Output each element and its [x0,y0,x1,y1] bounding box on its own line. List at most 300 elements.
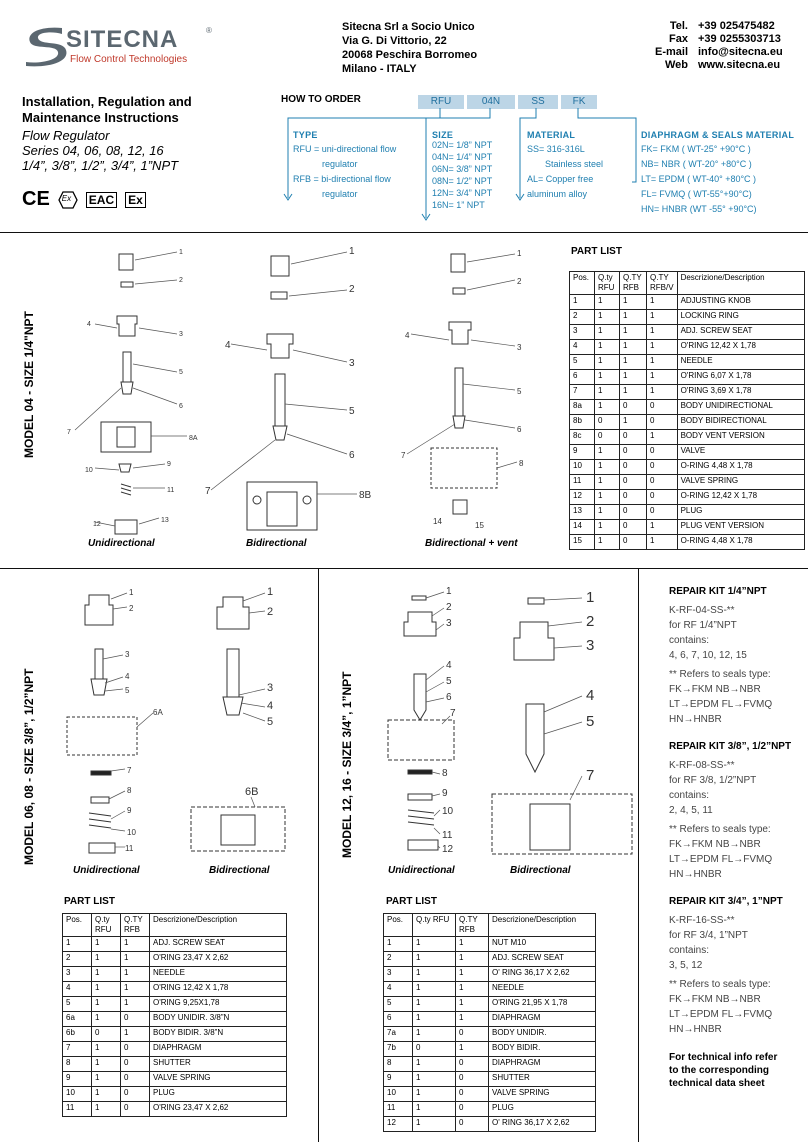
column-header: Descrizione/Description [150,914,287,937]
seals-heading: DIAPHRAGM & SEALS MATERIAL [641,130,795,140]
table-row [384,1042,596,1057]
caption-unidirectional: Unidirectional [388,865,455,876]
material-option: aluminum alloy [527,189,588,199]
table-cell: 6 [384,1012,413,1027]
repair-kit-line: LT→EPDM FL→FVMQ [669,699,773,710]
table-cell: 0 [647,445,678,460]
table-cell: 0 [456,1072,489,1087]
table-cell: 7 [570,385,595,400]
repair-kit-line: HN→HNBR [669,714,722,725]
table-row [384,1117,596,1132]
table-cell: 0 [647,505,678,520]
table-cell: 9 [63,1072,92,1087]
table-row [570,310,805,325]
callout-number: 5 [125,686,130,695]
table-cell: 1 [413,967,456,982]
callout-number: 1 [517,249,522,258]
callout-number: 2 [446,602,452,613]
table-row [570,370,805,385]
table-cell: NEEDLE [150,967,287,982]
table-cell: 0 [620,460,647,475]
table-cell: 1 [92,1042,121,1057]
column-divider [638,568,639,1142]
table-cell: PLUG VENT VERSION [677,520,804,535]
callout-number: 9 [442,788,448,799]
column-header: Q.TY RFB [620,272,647,295]
table-cell: 3 [384,967,413,982]
repair-kit-line: for RF 1/4”NPT [669,620,737,631]
column-header: Q.ty RFU [92,914,121,937]
table-cell: 1 [384,937,413,952]
table-cell: 1 [121,952,150,967]
table-row [570,325,805,340]
column-header: Descrizione/Description [677,272,804,295]
table-cell: 1 [456,967,489,982]
table-row [384,1102,596,1117]
table-cell: 0 [647,490,678,505]
callout-number: 2 [349,284,355,295]
web-value: www.sitecna.eu [698,59,781,71]
table-cell: 1 [92,937,121,952]
table-cell: O'RING 3,69 X 1,78 [677,385,804,400]
table-cell: 5 [384,997,413,1012]
table-cell: 0 [620,400,647,415]
table-cell: 6b [63,1027,92,1042]
callout-number: 1 [129,588,134,597]
table-cell: 1 [647,385,678,400]
table-cell: 11 [384,1102,413,1117]
table-cell: 0 [456,1102,489,1117]
brand-tagline: Flow Control Technologies [70,54,188,65]
repair-kit-line: contains: [669,790,710,801]
table-cell: 1 [413,1087,456,1102]
repair-kit-line: HN→HNBR [669,1024,722,1035]
callout-number: 11 [125,844,134,853]
seals-option: HN= HNBR (WT -55° +90°C) [641,204,757,214]
table-cell: VALVE SPRING [677,475,804,490]
table-row [63,937,287,952]
table-cell: 1 [595,475,620,490]
table-cell: 0 [121,1012,150,1027]
table-cell: 1 [595,370,620,385]
table-cell: BODY UNIDIR. [489,1027,596,1042]
callout-number: 8 [127,786,132,795]
table-row [63,967,287,982]
table-cell: 0 [647,415,678,430]
table-row [570,445,805,460]
table-row [384,1057,596,1072]
table-cell: O'RING 21,95 X 1,78 [489,997,596,1012]
callout-number: 8B [359,490,372,501]
material-option: SS= 316-316L [527,144,585,154]
repair-kit-line: ** Refers to seals type: [669,669,771,680]
repair-kit-line: contains: [669,945,710,956]
table-cell: 1 [413,1057,456,1072]
model1216-vertical-label: MODEL 12, 16 - SIZE 3/4”, 1”NPT [340,671,354,858]
repair-kit-title: REPAIR KIT 3/8”, 1/2”NPT [669,741,792,752]
table-cell: 11 [63,1102,92,1117]
table-cell: 0 [121,1087,150,1102]
table-row [570,535,805,550]
callout-number: 7 [205,486,211,497]
table-cell: 1 [570,295,595,310]
logo [22,24,222,68]
type-option: regulator [322,189,358,199]
table-cell: SHUTTER [150,1057,287,1072]
callout-number: 12 [442,844,454,855]
column-header: Descrizione/Description [489,914,596,937]
table-row [63,1072,287,1087]
callout-number: 3 [179,331,183,338]
callout-number: 4 [125,672,130,681]
seals-option: FL= FVMQ ( WT-55°+90°C) [641,189,752,199]
table-cell: PLUG [150,1087,287,1102]
table-cell: 1 [413,952,456,967]
table-cell: 11 [570,475,595,490]
table-cell: 1 [92,1012,121,1027]
table-cell: 2 [384,952,413,967]
part-list-table-model0608 [62,913,287,1117]
repair-kit-line: ** Refers to seals type: [669,979,771,990]
email-label: E-mail [654,46,688,58]
repair-kit-title: REPAIR KIT 3/4”, 1”NPT [669,896,783,907]
repair-kit-line: for RF 3/8, 1/2”NPT [669,775,757,786]
callout-number: 1 [179,249,183,256]
table-cell: 1 [595,340,620,355]
table-cell: 14 [570,520,595,535]
material-option: AL= Copper free [527,174,594,184]
table-cell: 1 [647,430,678,445]
table-cell: 6a [63,1012,92,1027]
table-row [570,415,805,430]
table-cell: 1 [121,1027,150,1042]
type-heading: TYPE [293,130,318,140]
address-line: 20068 Peschira Borromeo [342,49,478,61]
table-cell: 0 [456,1117,489,1132]
logo-mark-icon [22,24,72,68]
table-cell: O' RING 36,17 X 2,62 [489,967,596,982]
table-cell: BODY BIDIR. 3/8”N [150,1027,287,1042]
callout-number: 5 [446,676,452,687]
subtitle-line: Series 04, 06, 08, 12, 16 [22,143,164,158]
model04-drawings [55,244,555,544]
table-cell: PLUG [677,505,804,520]
repair-kit-line: HN→HNBR [669,869,722,880]
repair-kit-line: 2, 4, 5, 11 [669,805,713,816]
table-row [384,1027,596,1042]
part-knob-drawing [119,254,133,270]
table-cell: 1 [620,385,647,400]
part-list-table-model04 [569,271,805,550]
table-cell: 1 [647,520,678,535]
callout-number: 8A [189,435,198,442]
table-cell: 5 [63,997,92,1012]
table-row [63,1012,287,1027]
model04-vertical-label: MODEL 04 - SIZE 1/4"NPT [22,311,36,458]
table-cell: VALVE SPRING [150,1072,287,1087]
repair-kit-line: ** Refers to seals type: [669,824,771,835]
repair-kit-34 [669,896,805,1037]
size-option: 04N= 1/4” NPT [432,152,493,162]
table-cell: 1 [456,997,489,1012]
callout-number: 3 [517,343,522,352]
callout-number: 10 [127,828,136,837]
table-cell: 1 [595,535,620,550]
address-line: Via G. Di Vittorio, 22 [342,35,447,47]
tel-value: +39 025475482 [698,20,775,32]
table-row [384,1072,596,1087]
size-option: 08N= 1/2” NPT [432,176,493,186]
table-cell: 10 [63,1087,92,1102]
callout-number: 11 [167,487,175,494]
caption-bidirectional: Bidirectional [246,538,307,549]
table-row [63,1027,287,1042]
company-address [342,20,477,76]
seals-option: NB= NBR ( WT-20° +80°C ) [641,159,752,169]
table-cell: ADJ. SCREW SEAT [677,325,804,340]
table-cell: 8b [570,415,595,430]
table-row [63,1087,287,1102]
table-row [570,340,805,355]
size-heading: SIZE [432,130,454,140]
section-divider [0,232,808,233]
table-cell: PLUG [489,1102,596,1117]
table-row [384,997,596,1012]
callout-number: 3 [446,618,452,629]
web-label: Web [664,59,688,71]
address-line: Sitecna Srl a Socio Unico [342,21,475,33]
table-cell: 6 [570,370,595,385]
material-heading: MATERIAL [527,130,576,140]
callout-number: 6 [179,403,183,410]
callout-number: 12 [93,521,101,528]
type-option: RFU = uni-directional flow [293,144,397,154]
table-cell: 1 [121,982,150,997]
table-cell: 1 [456,1042,489,1057]
part-list-table-model1216 [383,913,596,1132]
table-cell: NUT M10 [489,937,596,952]
order-code-size: 04N [467,95,515,109]
callout-number: 4 [225,340,231,351]
table-cell: 3 [63,967,92,982]
callout-number: 9 [127,806,132,815]
repair-kit-line: FK→FKM NB→NBR [669,839,761,850]
table-row [384,1087,596,1102]
table-cell: O'RING 9,25X1,78 [150,997,287,1012]
callout-number: 2 [179,277,183,284]
callout-number: 7 [586,767,595,784]
table-row [63,982,287,997]
table-cell: 1 [413,1117,456,1132]
model0608-drawings [55,585,315,865]
table-row [384,1012,596,1027]
table-cell: 8a [570,400,595,415]
ex-hexagon-icon: Ex [58,191,78,209]
table-cell: DIAPHRAGM [489,1057,596,1072]
column-header: Q.TY RFB/V [647,272,678,295]
table-cell: 13 [570,505,595,520]
part-screw-seat-drawing [117,316,137,336]
repair-kit-line: for RF 3/4, 1”NPT [669,930,748,941]
table-cell: 1 [647,325,678,340]
repair-kit-38 [669,741,805,882]
callout-number: 13 [161,517,169,524]
repair-kit-line: LT→EPDM FL→FVMQ [669,854,773,865]
type-option: RFB = bi-directional flow [293,174,391,184]
table-row [384,937,596,952]
callout-number: 6 [517,425,522,434]
callout-number: 3 [267,682,274,694]
table-cell: O'RING 6,07 X 1,78 [677,370,804,385]
callout-number: 1 [349,246,355,257]
table-cell: O'RING 23,47 X 2,62 [150,1102,287,1117]
callout-number: 3 [125,650,130,659]
table-cell: 8 [384,1057,413,1072]
callout-number: 6A [153,708,163,717]
table-cell: 1 [595,400,620,415]
column-header: Q.TY RFB [121,914,150,937]
table-row [570,505,805,520]
table-cell: 0 [620,535,647,550]
table-cell: O'RING 12,42 X 1,78 [677,340,804,355]
callout-number: 14 [433,517,442,526]
caption-bidirectional-vent: Bidirectional + vent [425,538,518,549]
callout-number: 2 [586,613,595,630]
table-cell: 1 [92,997,121,1012]
callout-number: 7 [67,429,71,436]
column-header: Pos. [570,272,595,295]
table-cell: O-RING 4,48 X 1,78 [677,535,804,550]
size-option: 16N= 1” NPT [432,200,485,210]
column-header: Pos. [63,914,92,937]
callout-number: 4 [267,700,274,712]
table-cell: 0 [620,490,647,505]
callout-number: 4 [87,321,91,328]
order-code-type: RFU [418,95,464,109]
fax-label: Fax [669,33,688,45]
brand-name: SITECNA [66,26,179,53]
table-row [63,952,287,967]
callout-number: 10 [85,467,93,474]
callout-number: 2 [517,277,522,286]
table-cell: 8 [63,1057,92,1072]
repair-kit-line: K-RF-08-SS-** [669,760,735,771]
callout-number: 3 [349,358,355,369]
table-cell: 0 [595,415,620,430]
title-line: Maintenance Instructions [22,110,179,125]
table-row [570,295,805,310]
callout-number: 6 [349,450,355,461]
type-option: regulator [322,159,358,169]
table-cell: O'RING 23,47 X 2,62 [150,952,287,967]
table-cell: 0 [620,520,647,535]
table-cell: 4 [570,340,595,355]
repair-kit-column [669,586,805,1090]
table-row [570,355,805,370]
table-cell: 1 [456,982,489,997]
seals-option: FK= FKM ( WT-25° +90°C ) [641,144,751,154]
table-cell: 0 [456,1057,489,1072]
table-cell: LOCKING RING [677,310,804,325]
table-cell: 0 [647,400,678,415]
table-row [63,1057,287,1072]
table-cell: BODY UNIDIR. 3/8”N [150,1012,287,1027]
table-cell: 1 [595,520,620,535]
table-cell: 1 [647,355,678,370]
table-cell: 5 [570,355,595,370]
table-row [384,952,596,967]
callout-number: 4 [446,660,452,671]
callout-number: 5 [586,713,595,730]
callout-number: 6B [245,786,259,798]
material-option: Stainless steel [545,159,604,169]
table-cell: 0 [413,1042,456,1057]
table-cell: 1 [413,982,456,997]
table-row [570,430,805,445]
table-cell: 0 [595,430,620,445]
table-cell: 1 [595,355,620,370]
callout-number: 5 [517,387,522,396]
table-cell: 1 [620,310,647,325]
table-cell: O' RING 36,17 X 2,62 [489,1117,596,1132]
table-cell: NEEDLE [677,355,804,370]
table-cell: 1 [413,937,456,952]
callout-number: 5 [267,716,274,728]
table-cell: 1 [595,325,620,340]
table-cell: 9 [384,1072,413,1087]
table-cell: 8c [570,430,595,445]
callout-number: 5 [179,369,183,376]
repair-kit-line: LT→EPDM FL→FVMQ [669,1009,773,1020]
callout-number: 7 [450,708,456,719]
table-row [570,400,805,415]
table-cell: 0 [620,475,647,490]
table-cell: 0 [620,430,647,445]
table-cell: 1 [620,370,647,385]
table-cell: 1 [620,325,647,340]
table-cell: 1 [92,952,121,967]
table-cell: 1 [92,982,121,997]
table-cell: 1 [413,1102,456,1117]
repair-kit-line: FK→FKM NB→NBR [669,684,761,695]
table-cell: 1 [413,1027,456,1042]
table-row [570,490,805,505]
table-cell: ADJUSTING KNOB [677,295,804,310]
order-code-seals: FK [561,95,597,109]
table-cell: ADJ. SCREW SEAT [150,937,287,952]
table-cell: BODY UNIDIRECTIONAL [677,400,804,415]
table-cell: VALVE [677,445,804,460]
table-cell: 10 [570,460,595,475]
table-row [63,1042,287,1057]
table-cell: VALVE SPRING [489,1087,596,1102]
how-to-order-label: HOW TO ORDER [281,94,361,105]
document-title [22,94,192,173]
callout-number: 7 [127,766,132,775]
table-cell: 1 [456,952,489,967]
part-list-title: PART LIST [571,246,622,257]
callout-number: 8 [442,768,448,779]
table-cell: 0 [647,460,678,475]
note-line: For technical info refer [669,1052,778,1063]
note-line: to the corresponding [669,1065,769,1076]
table-cell: 7b [384,1042,413,1057]
callout-number: 6 [446,692,452,703]
type-option-group [293,130,396,202]
repair-kit-line: 3, 5, 12 [669,960,703,971]
repair-kit-line: FK→FKM NB→NBR [669,994,761,1005]
table-cell: 1 [595,385,620,400]
